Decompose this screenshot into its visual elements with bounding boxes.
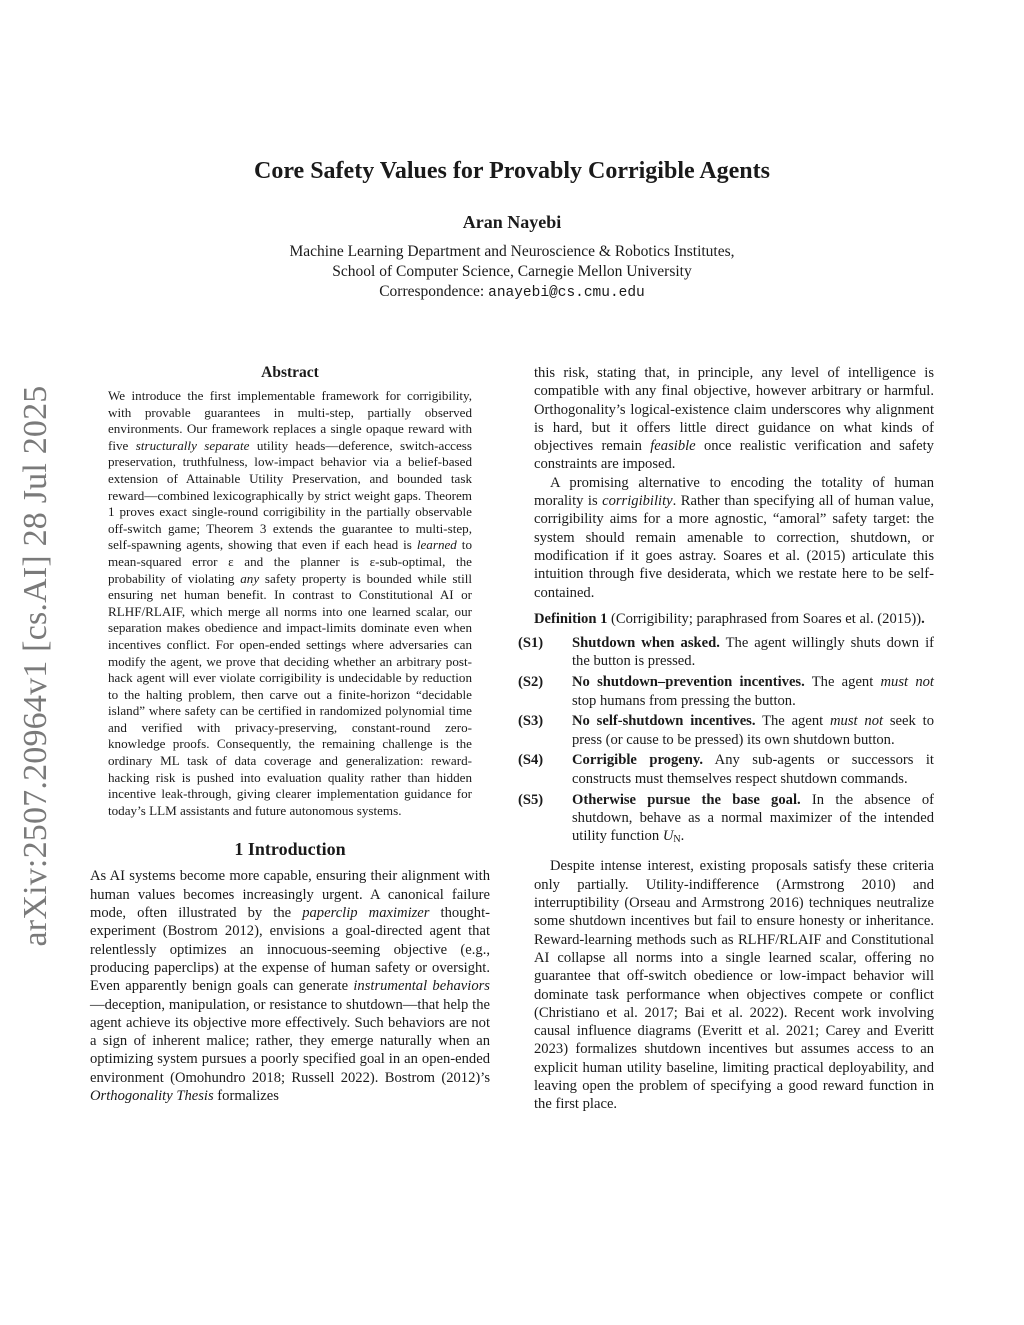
affiliation-line-2: School of Computer Science, Carnegie Mellon University [332, 263, 692, 280]
abstract-heading: Abstract [261, 364, 319, 381]
abstract-text: We introduce the first implementable framework for corrigibility, with provable guarantees in multi-step, partially observed environments. Our framework replaces a single opaque reward with five structurally separate utility heads—deference, switch-access preservation, truthfulness, low-impact behavior via a belief-based extension of Attainable Utility Preservation, and bounded task reward—combined lexicographically by strict weight gaps. Theorem 1 proves exact single-round corrigibility in the partially observable off-switch game; Theorem 3 extends the guarantee to multi-step, self-spawning agents, showing that even if each head is learned to mean-squared error ε and the planner is ε-sub-optimal, the probability of violating any safety property is bounded while still ensuring net human benefit. In contrast to Constitutional AI or RLHF/RLAIF, which merge all norms into one learned scalar, our separation makes obedience and impact-limits dominate even when incentives conflict. For open-ended settings where adversaries can modify the agent, we prove that deciding whether an arbitrary post-hack agent will ever violate corrigibility is undecidable by reduction to the halting problem, then carve out a finite-horizon “decidable island” where safety can be certified in randomized polynomial time and verified with privacy-preserving, constant-round zero-knowledge proofs. Consequently, the remaining challenge is the ordinary ML task of data coverage and generalization: reward-hacking risk is pushed into evaluation quality rather than hidden incentive leak-through, giving clearer implementation guidance for today’s LLM assistants and future autonomous systems. [108, 388, 472, 818]
list-item: (S1) Shutdown when asked. The agent willingly shuts down if the button is pressed. [518, 635, 934, 670]
definition-1: Definition 1 (Corrigibility; paraphrased from Soares et al. (2015)). [534, 610, 925, 627]
paper-title: Core Safety Values for Provably Corrigible Agents [254, 158, 770, 184]
arxiv-stamp [0, 0, 54, 947]
arxiv-identifier: arXiv:2507.20964v1 [cs.AI] 28 Jul 2025 [17, 385, 54, 947]
desiderata-list [518, 634, 934, 849]
affiliation [0, 242, 1024, 303]
affiliation-line-1: Machine Learning Department and Neuroscience & Robotics Institutes, [289, 243, 735, 260]
intro-paragraph: As AI systems become more capable, ensuring their alignment with human values becomes increasingly urgent. A canonical failure mode, often illustrated by the paperclip maximizer thought-experiment (Bostrom 2012), envisions a goal-directed agent that relentlessly optimizes an innocuous-seeming objective (e.g., producing paperclips) at the expense of human safety or oversight. Even apparently benign goals can generate instrumental behaviors—deception, manipulation, or resistance to shutdown—that help the agent achieve its objective more effectively. Such behaviors are not a sign of inherent malice; rather, they emerge naturally when an optimizing system pursues a poorly specified goal in an open-ended environment (Omohundro 2018; Russell 2022). Bostrom (2012)’s Orthogonality Thesis formalizes [90, 868, 490, 1104]
correspondence [0, 282, 1024, 303]
paragraph-continued: this risk, stating that, in principle, any level of intelligence is compatible with any final objective, however arbitrary or harmful. Orthogonality’s logical-existence claim underscores why alignment is hard, but it offers little direct guidance on what kinds of objectives remain feasible once realistic verification and safety constraints are imposed. [534, 365, 934, 473]
list-item: (S3) No self-shutdown incentives. The agent must not seek to press (or cause to be pressed) its own shutdown button. [518, 713, 934, 748]
correspondence-label: Correspondence: [379, 283, 489, 300]
right-column [518, 364, 934, 1114]
paragraph-corrigibility: A promising alternative to encoding the totality of human morality is corrigibility. Rather than specifying all of human value, corrigibility aims for a more agnostic, “amoral” safety target: the system should remain amenable to correction, shutdown, or modification if it goes astray. Soares et al. (2015) articulate this intuition through five desiderata, which we restate here to be self-contained. [534, 474, 934, 601]
list-item: (S5) Otherwise pursue the base goal. In the absence of shutdown, behave as a normal maximizer of the intended utility function $U_N$. [518, 791, 934, 846]
left-column [90, 364, 490, 1105]
paragraph-existing-proposals: Despite intense interest, existing proposals satisfy these criteria only partially. Utility-indifference (Armstrong 2010) and interruptibility (Orseau and Armstrong 2016) techniques neutralize some shutdown incentives but fail to ensure honesty or inheritance. Reward-learning methods such as RLHF/RLAIF and Constitutional AI collapse all norms into a single learned scalar, offering no guarantee that off-switch obedience or low-impact behavior will dominate task performance when objectives compete or conflict (Christiano et al. 2017; Bai et al. 2022). Recent work involving causal influence diagrams (Everitt et al. 2021; Carey and Everitt 2023) formalizes shutdown incentives but assumes access to an explicit human utility baseline, limiting practical deployability, and leaving open the problem of specifying a good reward function in the first place. [534, 858, 934, 1113]
list-item: (S2) No shutdown–prevention incentives. The agent must not stop humans from pressing the button. [518, 674, 934, 709]
section-heading-introduction: 1 Introduction [234, 839, 346, 860]
author-email[interactable]: anayebi@cs.cmu.edu [488, 285, 645, 301]
list-item: (S4) Corrigible progeny. Any sub-agents or successors it constructs must themselves respect shutdown commands. [518, 752, 934, 787]
author-name: Aran Nayebi [462, 212, 562, 232]
